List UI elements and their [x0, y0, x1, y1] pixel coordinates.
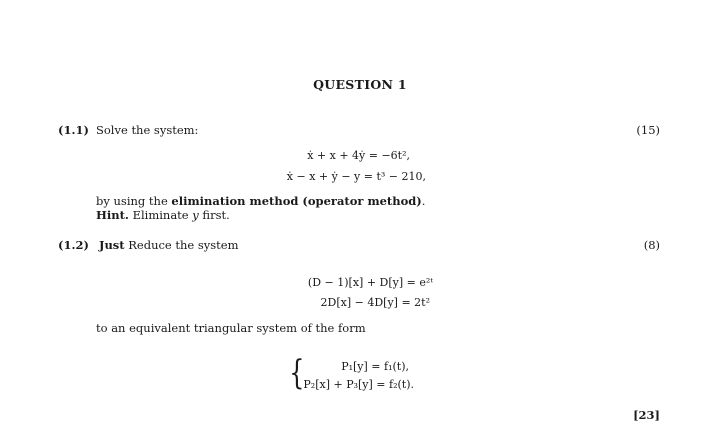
hint-end: first. [202, 208, 230, 222]
total-marks: [23] [633, 408, 660, 422]
q1-1-hint-line [96, 208, 230, 222]
hint-text: Eliminate [132, 208, 189, 222]
q1-1-method-line [96, 194, 425, 208]
method-name: elimination method (operator method) [171, 194, 422, 208]
question-1-2-prompt [99, 238, 239, 252]
prompt-text: Reduce the system [128, 238, 239, 252]
q1-1-equation-1: ẋ + x + 4ẏ = −6t², [307, 149, 410, 162]
method-prefix: by using the [96, 194, 168, 208]
q1-2-middle-text: to an equivalent triangular system of the form [96, 321, 366, 335]
question-1-1-marks: (15) [636, 123, 660, 137]
left-brace: { [289, 353, 305, 393]
hint-variable: y [192, 208, 199, 222]
question-1-2-marks: (8) [643, 238, 660, 252]
q1-2-equation-1: (D − 1)[x] + D[y] = e²ᵗ [307, 276, 433, 289]
triangular-form-2: P₂[x] + P₃[y] = f₂(t). [303, 378, 414, 391]
prompt-bold: Just [99, 238, 125, 252]
triangular-form-1: P₁[y] = f₁(t), [341, 360, 409, 373]
question-number-1-1: (1.1) [58, 123, 89, 137]
question-1-1-prompt: Solve the system: [96, 123, 199, 137]
hint-label: Hint. [96, 208, 129, 222]
question-number-1-2: (1.2) [58, 238, 89, 252]
question-title: QUESTION 1 [313, 77, 407, 92]
q1-1-equation-2: ẋ − x + ẏ − y = t³ − 210, [286, 170, 426, 183]
q1-2-equation-2: 2D[x] − 4D[y] = 2t² [320, 296, 430, 309]
method-suffix: . [421, 194, 426, 208]
